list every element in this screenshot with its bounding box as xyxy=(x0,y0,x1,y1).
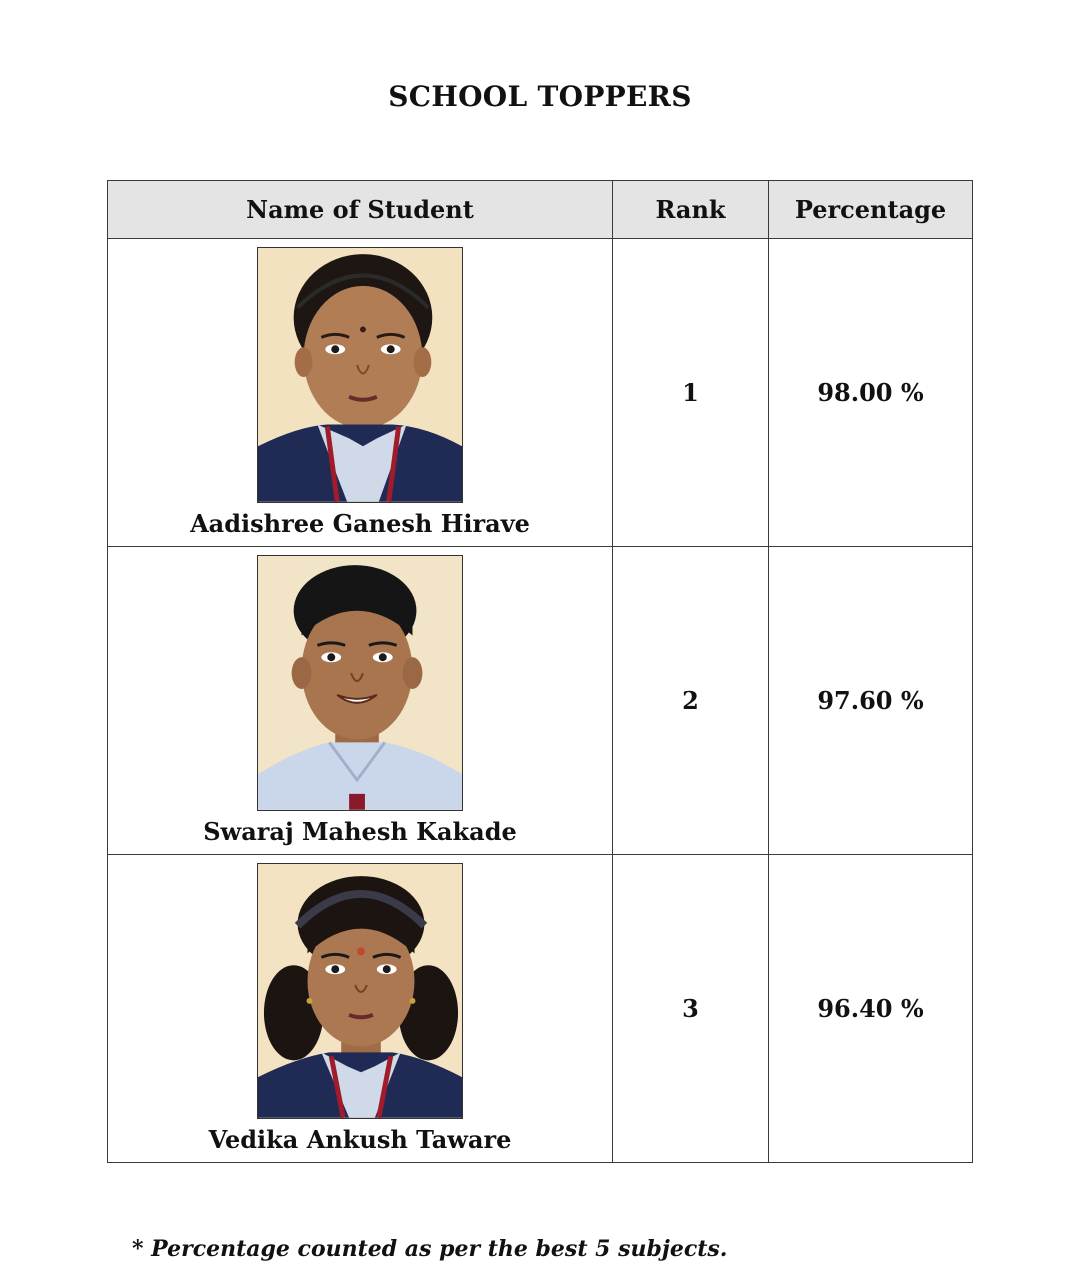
percentage-cell: 98.00 % xyxy=(769,239,973,547)
student-name: Aadishree Ganesh Hirave xyxy=(190,509,530,538)
rank-cell: 2 xyxy=(613,547,769,855)
name-cell xyxy=(108,239,613,547)
name-cell xyxy=(108,855,613,1163)
rank-cell: 1 xyxy=(613,239,769,547)
student-photo xyxy=(257,247,463,503)
student-name: Vedika Ankush Taware xyxy=(208,1125,512,1154)
student-photo xyxy=(257,555,463,811)
rank-cell: 3 xyxy=(613,855,769,1163)
table-row xyxy=(108,547,973,855)
header-name: Name of Student xyxy=(108,181,613,239)
percentage-cell: 96.40 % xyxy=(769,855,973,1163)
header-percentage: Percentage xyxy=(769,181,973,239)
student-name: Swaraj Mahesh Kakade xyxy=(203,817,517,846)
page-title: SCHOOL TOPPERS xyxy=(388,80,692,113)
name-cell xyxy=(108,547,613,855)
toppers-table xyxy=(107,180,973,1163)
student-photo xyxy=(257,863,463,1119)
footnote: * Percentage counted as per the best 5 subjects. xyxy=(132,1236,728,1262)
table-row xyxy=(108,855,973,1163)
table-header-row xyxy=(108,181,973,239)
percentage-cell: 97.60 % xyxy=(769,547,973,855)
header-rank: Rank xyxy=(613,181,769,239)
table-row xyxy=(108,239,973,547)
